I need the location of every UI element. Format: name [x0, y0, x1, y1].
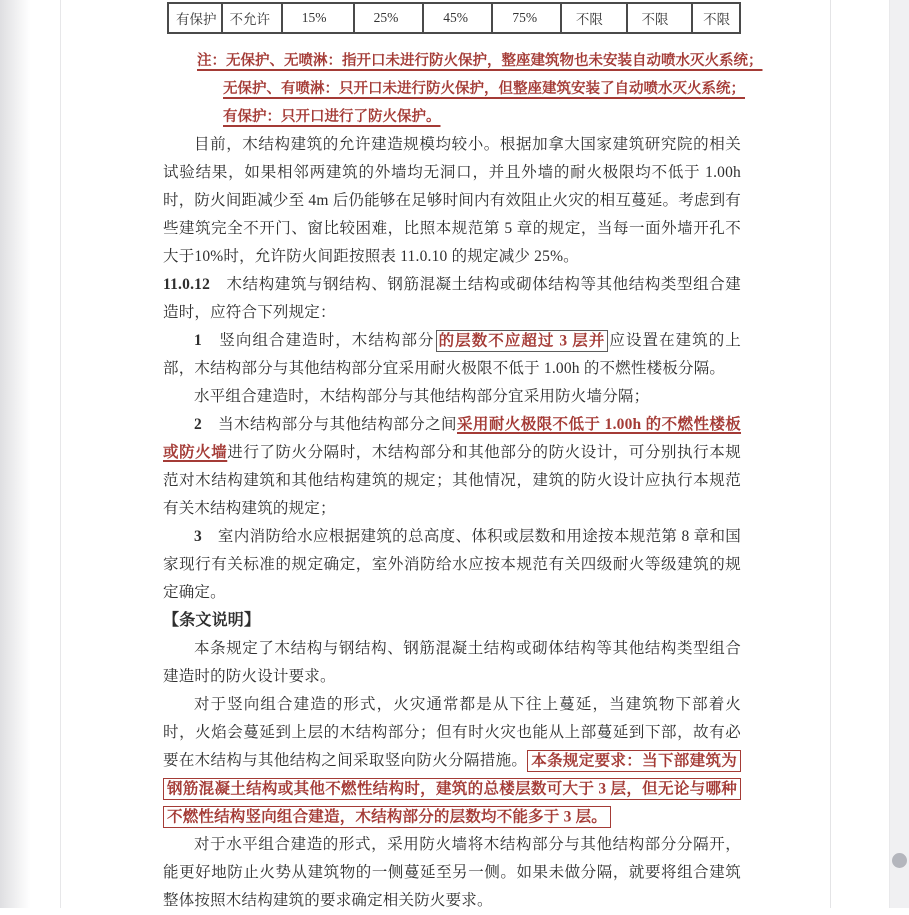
intro-paragraph: 目前，木结构建筑的允许建造规模均较小。根据加拿大国家建筑研究院的相关试验结果，如果相邻两建筑的外墙均无洞口，并且外墙的耐火极限均不低于 1.00h 时，防火间距减少至 4m 后仍能够在足够时间内有效阻止火灾的相互蔓延。考虑到有些建筑完全不开门、窗比较困难，比照本规范第 5 章的规定，当每一面外墙开孔不大于10%时，允许防火间距按照表 11.0.10 的规定减少 25%。	[163, 136, 741, 265]
item-text: 当木结构部分与其他结构部分之间	[201, 416, 457, 433]
item-text: 室内消防给水应根据建筑的总高度、体积或层数和用途按本规范第 8 章和国家现行有关标准的规定确定，室外消防给水应按本规范有关四级耐火等级建筑的规定确定。	[163, 528, 741, 601]
page-content	[163, 0, 763, 915]
table-cell: 不允许	[222, 3, 282, 33]
paragraph-text: 对于竖向组合建造的形式，火灾通常都是从下往上蔓延，当建筑物下部着火时，火焰会蔓延到上层的木结构部分；但有时火灾也能从上部蔓延到下部，故有必要在木结构与其他结构之间采取竖向防火分隔措施。	[163, 696, 741, 769]
item-1-horizontal: 水平组合建造时，木结构部分与其他结构部分宜采用防火墙分隔；	[194, 388, 650, 405]
scrollbar-thumb[interactable]	[892, 853, 907, 868]
overview-paragraph: 本条规定了木结构与钢结构、钢筋混凝土结构或砌体结构等其他结构类型组合建造时的防火设计要求。	[163, 640, 741, 685]
item-2-separation	[163, 411, 741, 523]
clause-text: 木结构建筑与钢结构、钢筋混凝土结构或砌体结构等其他结构类型组合建造时，应符合下列规定：	[163, 276, 741, 321]
table-cell: 不限	[692, 3, 740, 33]
table-cell: 15%	[282, 3, 354, 33]
annotation-underlined-red-text: 采用耐火极限不低于 1.00h 的不燃性楼板或防火墙	[163, 416, 742, 461]
page-left-shadow	[0, 0, 30, 908]
clause-11-0-12	[163, 271, 741, 327]
horizontal-combination-paragraph: 对于水平组合建造的形式，采用防火墙将木结构部分与其他结构部分分隔开，能更好地防止火势从建筑物的一侧蔓延至另一侧。如果未做分隔，就要将组合建筑整体按照木结构建筑的要求确定相关防火要求。	[163, 836, 741, 909]
fire-protection-table	[167, 2, 741, 34]
explanation-heading: 【条文说明】	[163, 612, 261, 629]
table-cell: 45%	[423, 3, 492, 33]
item-number: 3	[194, 528, 202, 545]
item-3-water-supply	[163, 523, 741, 607]
page-right-edge-line	[830, 0, 831, 908]
table-row	[168, 3, 740, 33]
table-cell: 不限	[627, 3, 693, 33]
vertical-combination-paragraph	[163, 691, 741, 831]
table-cell: 有保护	[168, 3, 222, 33]
annotation-red-boxed-text: 本条规定要求：当下部建筑为钢筋混凝土结构或其他不燃性结构时，建筑的总楼层数可大于 3 层，但无论与哪种不燃性结构竖向组合建造，木结构部分的层数均不能多于 3 层。	[163, 750, 741, 828]
table-cell: 25%	[354, 3, 424, 33]
table-cell: 75%	[492, 3, 561, 33]
item-number: 2	[194, 416, 202, 433]
table-notes	[163, 47, 763, 131]
item-text: 进行了防火分隔时，木结构部分和其他部分的防火设计，可分别执行本规范对木结构建筑和其他结构建筑的规定；其他情况，建筑的防火设计应执行本规范有关木结构建筑的规定；	[163, 444, 741, 517]
table-cell: 不限	[561, 3, 627, 33]
clause-number: 11.0.12	[163, 276, 211, 293]
item-text: 应设置在建筑的上部，木结构部分与其他结构部分宜采用耐火极限不低于 1.00h 的不燃性楼板分隔。	[163, 332, 741, 377]
scrollbar-track[interactable]	[889, 0, 909, 908]
note-line-protected: 有保护：只开口进行了防火保护。	[223, 109, 441, 125]
page-fold-line	[60, 0, 61, 908]
note-line-no-protection-sprinkler: 无保护、有喷淋：只开口未进行防火保护，但整座建筑安装了自动喷水灭火系统；	[223, 81, 745, 97]
item-1-vertical	[163, 327, 741, 383]
note-line-no-protection-no-sprinkler: 注：无保护、无喷淋：指开口未进行防火保护，整座建筑物也未安装自动喷水灭火系统；	[197, 53, 763, 69]
item-number: 1	[194, 332, 202, 349]
annotation-gray-boxed-red-text: 的层数不应超过 3 层并	[436, 330, 609, 352]
item-text: 竖向组合建造时，木结构部分	[201, 332, 435, 349]
